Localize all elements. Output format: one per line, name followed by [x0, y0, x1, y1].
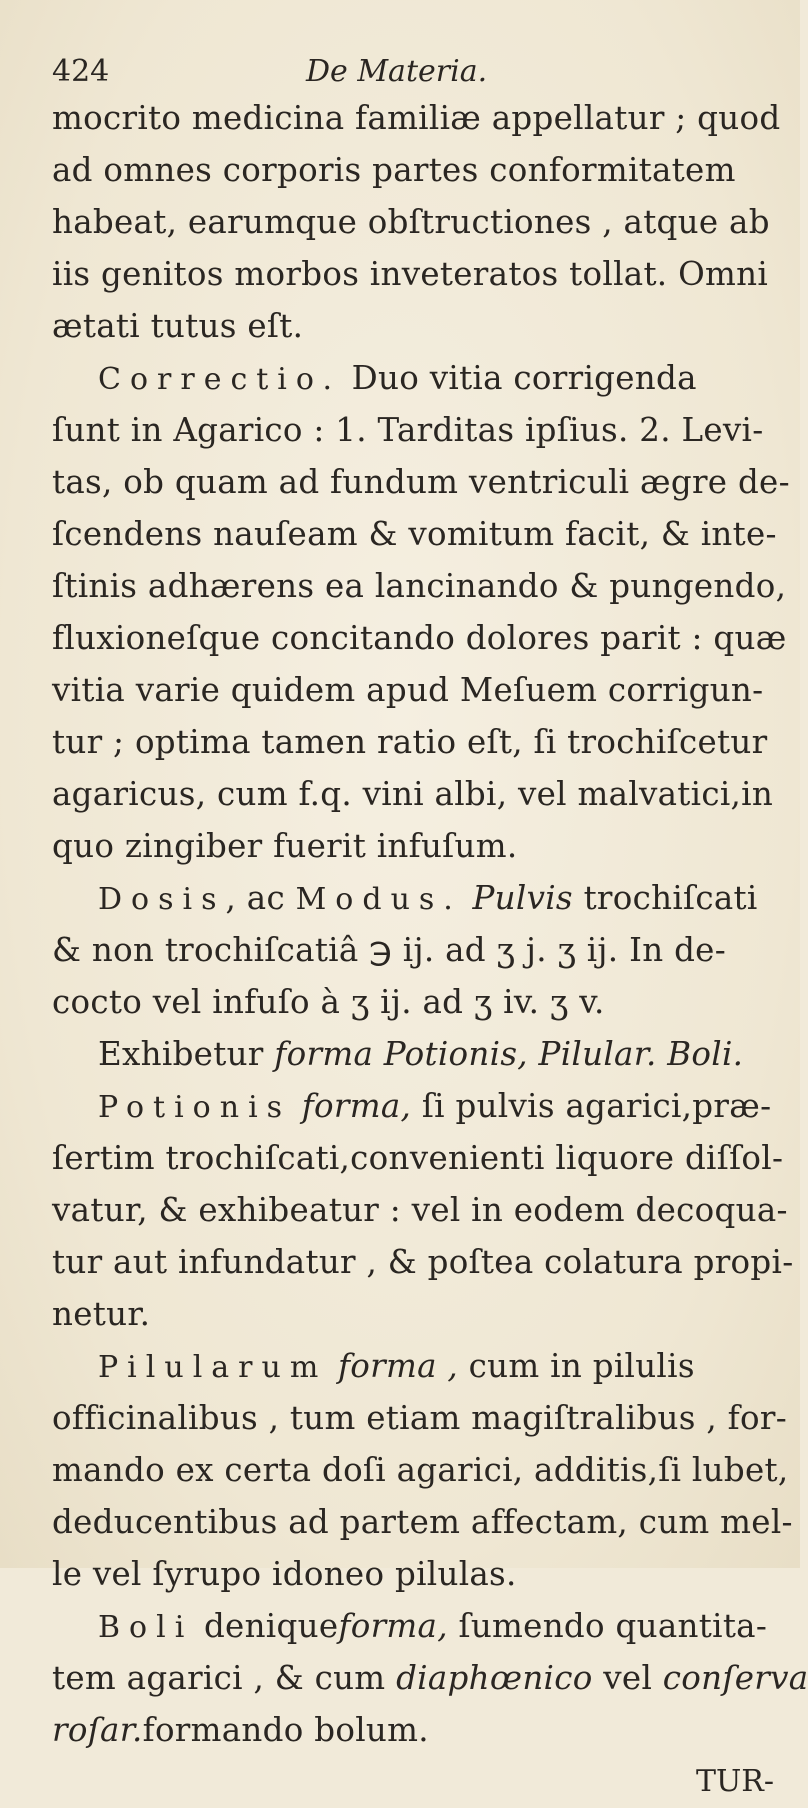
text-span: , ac: [225, 879, 285, 917]
text-line: tur aut infundatur , & poſtea colatura propi-: [52, 1243, 794, 1281]
correctio-first-line: [52, 352, 792, 404]
text-line: habeat, earumque obſtructiones , atque ab: [52, 203, 770, 241]
catchword: TUR-: [695, 1764, 774, 1799]
pilularum-first-line: [52, 1340, 792, 1392]
text-span: denique: [203, 1607, 339, 1645]
text-line: le vel ſyrupo idoneo pilulas.: [52, 1555, 517, 1593]
text-line: deducentibus ad partem affectam, cum mel-: [52, 1503, 793, 1541]
text-span: vel: [603, 1659, 653, 1697]
italic-term: conſerva: [662, 1659, 808, 1697]
boli-second-line: [52, 1652, 808, 1704]
text-line: ſtinis adhærens ea lancinando & pungendo,: [52, 567, 787, 605]
text-line: ætati tutus eſt.: [52, 307, 304, 345]
text-line: ad omnes corporis partes conformitatem: [52, 151, 736, 189]
text-line: quo zingiber fuerit infuſum.: [52, 827, 518, 865]
text-span: trochiſcati: [583, 879, 758, 917]
page-header: [52, 52, 792, 92]
text-line: & non trochiſcatiâ ℈ ij. ad ʒ j. ʒ ij. In de-: [52, 931, 726, 969]
section-heading-pilularum: Pilularum: [98, 1350, 328, 1385]
section-heading-potionis: Potionis: [98, 1090, 292, 1125]
dosis-first-line: [52, 872, 792, 924]
text-span: Exhibetur: [98, 1035, 264, 1073]
boli-third-line: [52, 1704, 792, 1756]
section-heading-correctio: Correctio.: [98, 362, 341, 397]
text-line: officinalibus , tum etiam magiſtralibus , for-: [52, 1399, 787, 1437]
italic-term: roſar.: [52, 1711, 143, 1749]
text-line: ſunt in Agarico : 1. Tarditas ipſius. 2. Levi-: [52, 411, 764, 449]
text-span: Duo vitia corrigenda: [351, 359, 697, 397]
italic-term: forma,: [301, 1087, 412, 1125]
running-head: De Materia.: [306, 54, 488, 89]
text-span: ſumendo quantita-: [458, 1607, 768, 1645]
text-line: iis genitos morbos inveteratos tollat. Omni: [52, 255, 769, 293]
text-span: tem agarici , & cum: [52, 1659, 386, 1697]
text-line: netur.: [52, 1295, 151, 1333]
text-span: formando bolum.: [142, 1711, 429, 1749]
text-line: vatur, & exhibeatur : vel in eodem decoqua-: [52, 1191, 788, 1229]
italic-term: diaphœnico: [396, 1659, 593, 1697]
potionis-first-line: [52, 1080, 792, 1132]
text-span: ſi pulvis agarici,præ-: [421, 1087, 772, 1125]
exhibetur-line: [52, 1028, 792, 1080]
section-heading-boli: Boli: [98, 1610, 194, 1645]
text-line: mocrito medicina familiæ appellatur ; quod: [52, 99, 781, 137]
text-line: fluxioneſque concitando dolores parit : quæ: [52, 619, 787, 657]
text-line: vitia varie quidem apud Meſuem corrigun-: [52, 671, 764, 709]
text-line: tur ; optima tamen ratio eſt, ſi trochiſcetur: [52, 723, 768, 761]
text-line: ſertim trochiſcati,convenienti liquore diſſol-: [52, 1139, 784, 1177]
section-heading-modus: Modus.: [295, 882, 462, 917]
section-heading-dosis: Dosis: [98, 882, 226, 917]
italic-term: forma ,: [337, 1347, 459, 1385]
italic-term: Pulvis: [472, 879, 573, 917]
text-line: mando ex certa doſi agarici, additis,ſi lubet,: [52, 1451, 789, 1489]
text-line: ſcendens nauſeam & vomitum facit, & inte-: [52, 515, 777, 553]
text-line: tas, ob quam ad fundum ventriculi ægre de-: [52, 463, 790, 501]
text-span: cum in pilulis: [468, 1347, 695, 1385]
page-number: 424: [52, 54, 110, 89]
italic-term: forma Potionis, Pilular. Boli.: [274, 1035, 744, 1073]
text-line: agaricus, cum f.q. vini albi, vel malvatici,in: [52, 775, 774, 813]
page-text: [52, 52, 808, 1808]
italic-term: forma,: [338, 1607, 448, 1645]
boli-first-line: [52, 1600, 792, 1652]
text-line: cocto vel infuſo à ʒ ij. ad ʒ iv. ʒ v.: [52, 983, 605, 1021]
